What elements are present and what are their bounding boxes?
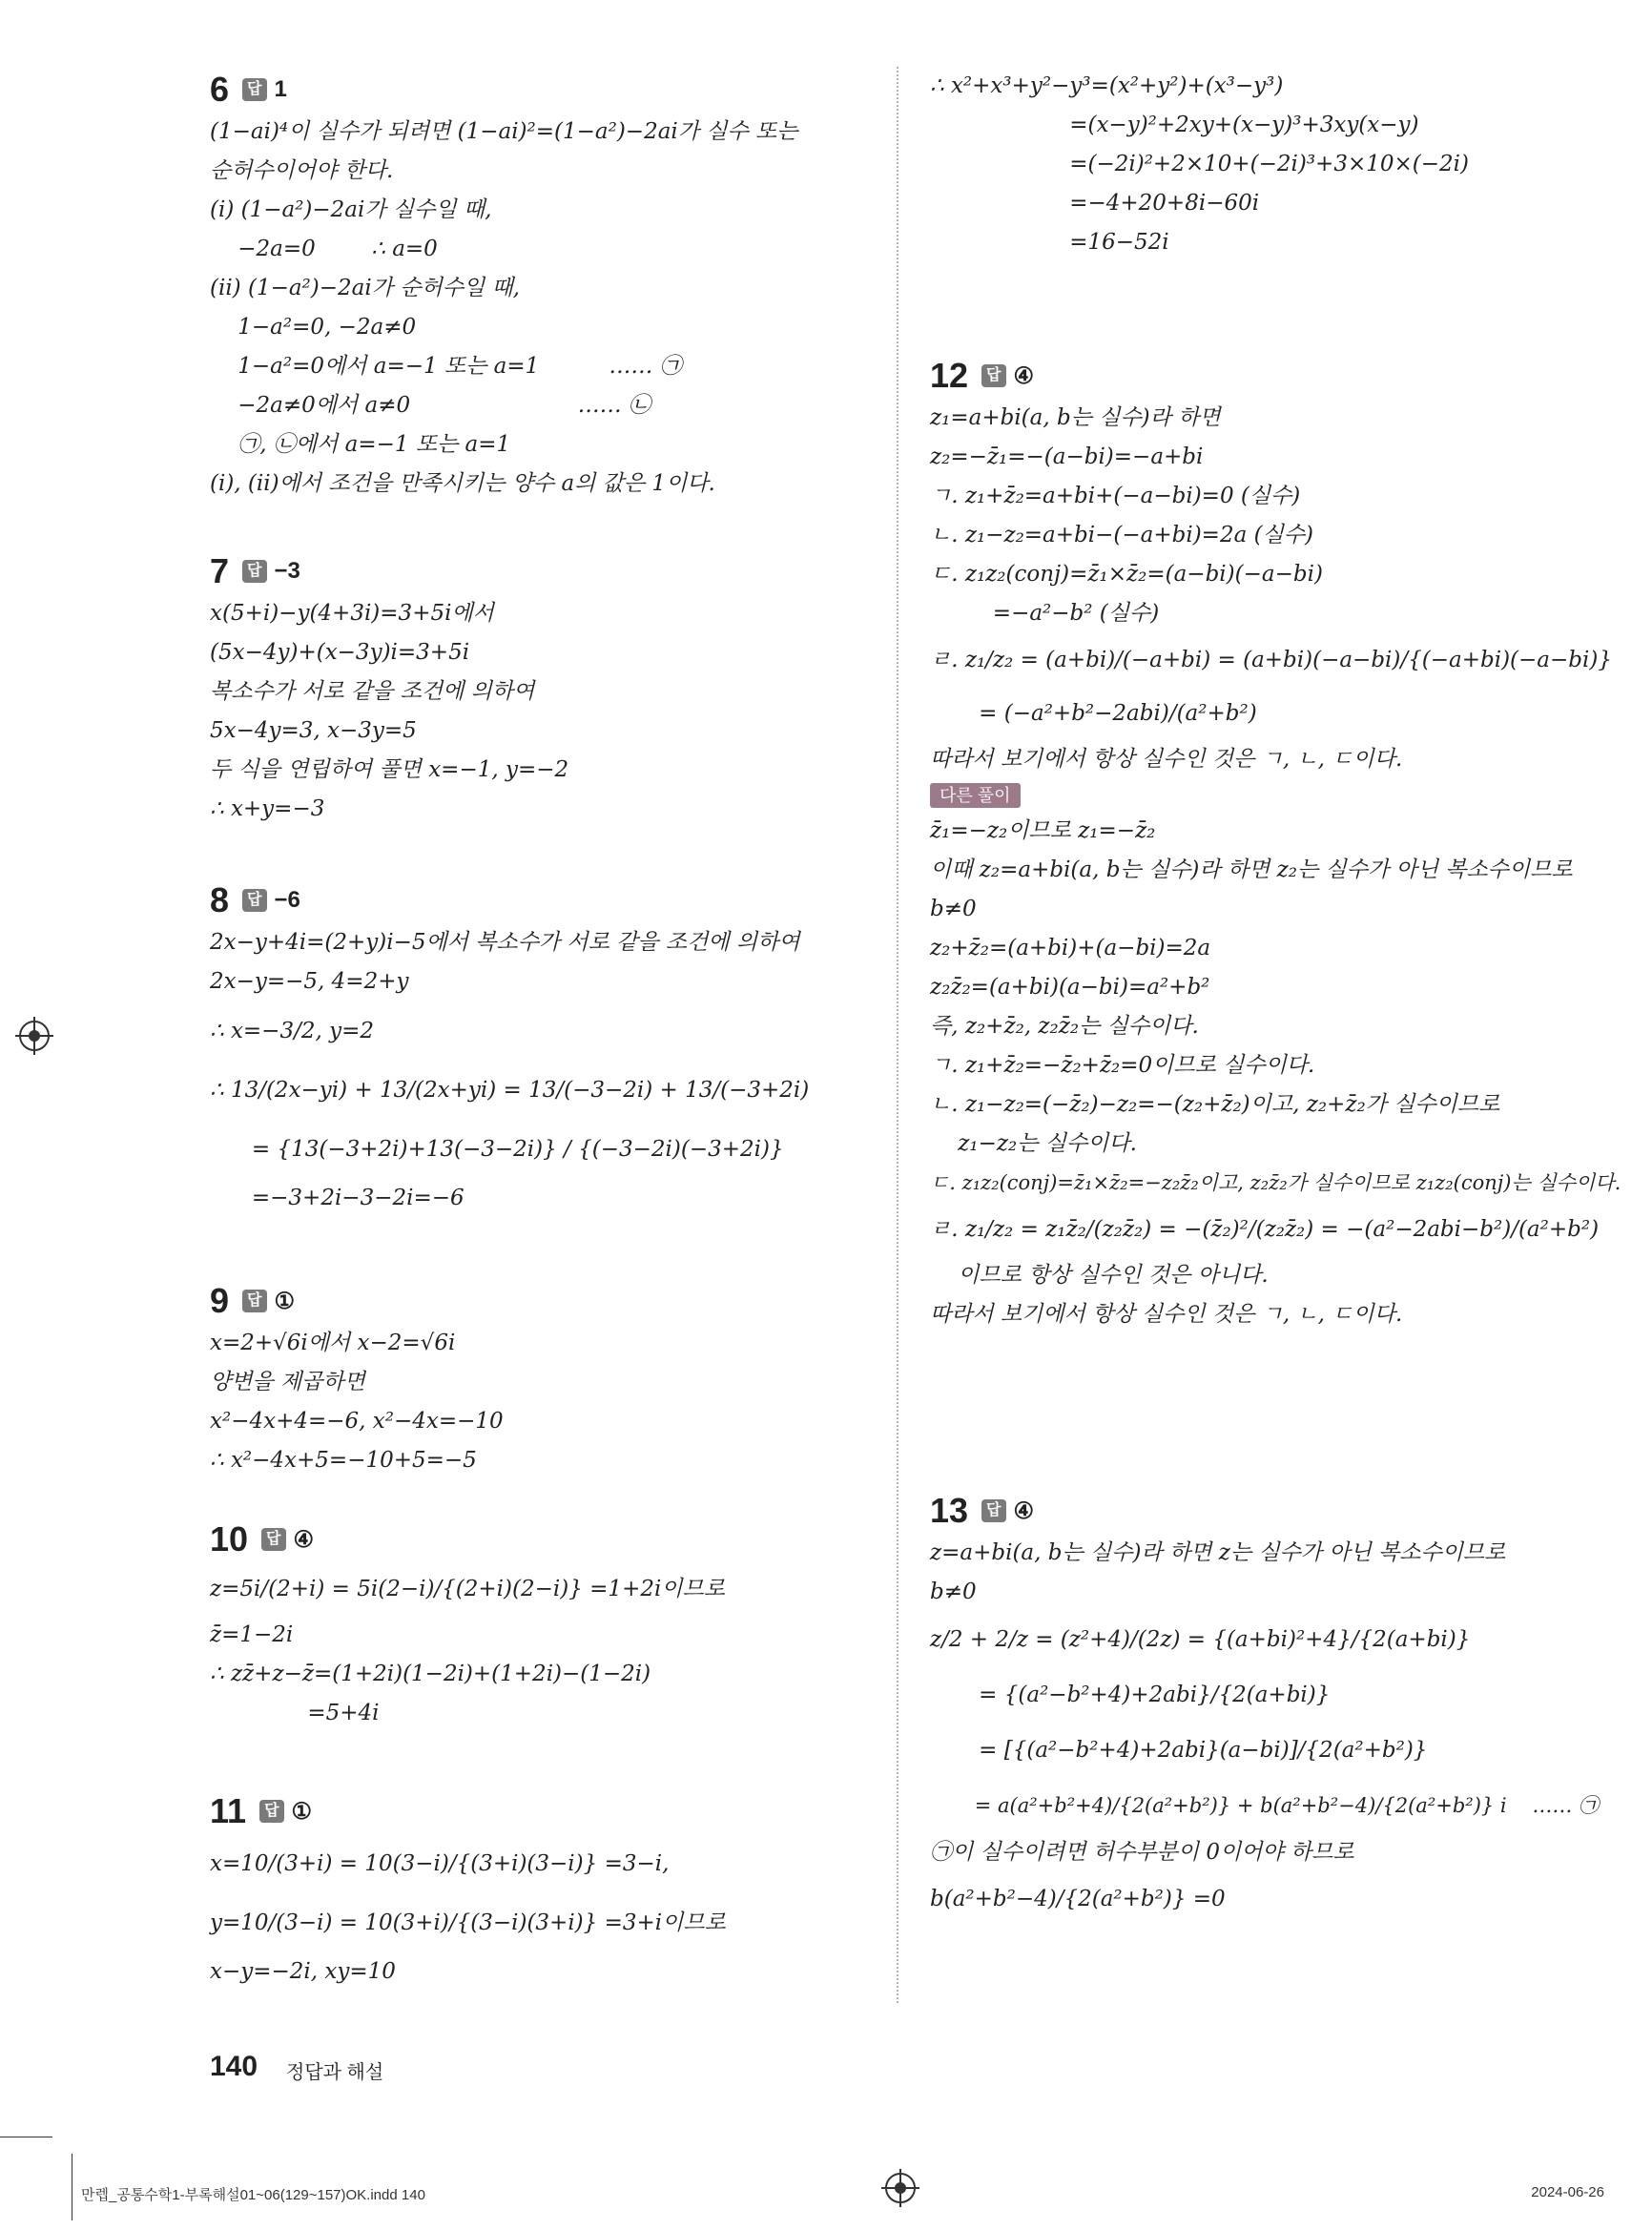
solution-line: (1−ai)⁴이 실수가 되려면 (1−ai)²=(1−a²)−2ai가 실수 또는 — [210, 119, 798, 144]
answer-badge: 답 — [261, 1528, 285, 1551]
print-date: 2024-06-26 — [1531, 2184, 1604, 2200]
problem-number: 10 — [210, 1519, 249, 1559]
problem-number: 8 — [210, 880, 230, 919]
solution-line: x²−4x+4=−6, x²−4x=−10 — [210, 1409, 504, 1434]
solution-line: ㄱ. z₁+z̄₂=−z̄₂+z̄₂=0이므로 실수이다. — [930, 1053, 1315, 1078]
solution-line: x−y=−2i, xy=10 — [210, 1959, 396, 1984]
solution-line: b≠0 — [930, 897, 977, 921]
solution-line: = (−a²+b²−2abi)/(a²+b²) — [930, 701, 1257, 726]
answer-value: ① — [291, 1798, 313, 1825]
solution-line: =−4+20+8i−60i — [930, 191, 1260, 216]
answer-value: ④ — [293, 1526, 315, 1553]
page-footer-title: 정답과 해설 — [286, 2062, 384, 2083]
solution-line: ∴ x+y=−3 — [210, 796, 325, 821]
solution-line: z₁−z₂는 실수이다. — [930, 1131, 1137, 1156]
answer-badge: 답 — [259, 1800, 283, 1823]
solution-line: ㉠, ㉡에서 a=−1 또는 a=1 — [210, 432, 511, 457]
solution-line: = a(a²+b²+4)/{2(a²+b²)} + b(a²+b²−4)/{2(a²+b²)} i …… ㉠ — [930, 1794, 1600, 1817]
problem-7 — [210, 548, 568, 829]
registration-mark-icon — [19, 1021, 50, 1051]
solution-line: ∴ x=−3/2, y=2 — [210, 1019, 374, 1043]
solution-line: z₂z̄₂=(a+bi)(a−bi)=a²+b² — [930, 975, 1210, 1000]
problem-number: 11 — [210, 1791, 247, 1830]
solution-line: x=10/(3+i) = 10(3−i)/{(3+i)(3−i)} =3−i, — [210, 1851, 670, 1876]
solution-line: −2a≠0에서 a≠0 …… ㉡ — [210, 393, 650, 418]
solution-line: ㄴ. z₁−z₂=a+bi−(−a+bi)=2a (실수) — [930, 523, 1313, 547]
problem-9 — [210, 1278, 504, 1480]
solution-line: 두 식을 연립하여 풀면 x=−1, y=−2 — [210, 757, 569, 782]
solution-line: b(a²+b²−4)/{2(a²+b²)} =0 — [930, 1887, 1226, 1911]
solution-line: ㉠이 실수이려면 허수부분이 0이어야 하므로 — [930, 1840, 1354, 1865]
solution-line: z₂+z̄₂=(a+bi)+(a−bi)=2a — [930, 936, 1211, 960]
solution-line: z=5i/(2+i) = 5i(2−i)/{(2+i)(2−i)} =1+2i이므로 — [210, 1577, 725, 1601]
file-slug: 만렙_공통수학1-부록해설01~06(129~157)OK.indd 140 — [81, 2187, 425, 2203]
solution-line: ∴ zz̄+z−z̄=(1+2i)(1−2i)+(1+2i)−(1−2i) — [210, 1662, 651, 1686]
solution-line: =16−52i — [930, 230, 1169, 255]
answer-value: ④ — [1013, 1497, 1035, 1524]
solution-line: x(5+i)−y(4+3i)=3+5i에서 — [210, 601, 494, 626]
solution-line: z/2 + 2/z = (z²+4)/(2z) = {(a+bi)²+4}/{2(a+bi)} — [930, 1627, 1471, 1652]
answer-badge: 답 — [242, 889, 266, 912]
problem-11-continued — [930, 67, 1469, 262]
problem-number: 6 — [210, 70, 230, 109]
solution-line: = {13(−3+2i)+13(−3−2i)} / {(−3−2i)(−3+2i)} — [210, 1137, 784, 1162]
problem-12 — [930, 353, 1621, 1334]
solution-line: x=2+√6i에서 x−2=√6i — [210, 1331, 456, 1355]
solution-line: 복소수가 서로 같을 조건에 의하여 — [210, 679, 535, 704]
problem-number: 13 — [930, 1491, 969, 1530]
answer-value: −6 — [274, 887, 300, 913]
answer-value: ④ — [1013, 362, 1035, 389]
solution-line: =−a²−b² (실수) — [930, 601, 1160, 626]
solution-line: 따라서 보기에서 항상 실수인 것은 ㄱ, ㄴ, ㄷ이다. — [930, 1302, 1403, 1327]
answer-value: 1 — [274, 76, 287, 102]
solution-line: 이므로 항상 실수인 것은 아니다. — [930, 1263, 1269, 1288]
solution-line: z̄₁=−z₂이므로 z₁=−z̄₂ — [930, 818, 1156, 843]
solution-line: = [{(a²−b²+4)+2abi}(a−bi)]/{2(a²+b²)} — [930, 1738, 1428, 1763]
solution-line: 1−a²=0에서 a=−1 또는 a=1 …… ㉠ — [210, 354, 682, 379]
solution-line: ∴ 13/(2x−yi) + 13/(2x+yi) = 13/(−3−2i) + 13/(−3+2i) — [210, 1078, 810, 1103]
answer-value: −3 — [274, 558, 300, 584]
page-number: 140 — [210, 2051, 258, 2082]
solution-line: ㄱ. z₁+z̄₂=a+bi+(−a−bi)=0 (실수) — [930, 484, 1301, 508]
answer-badge: 답 — [242, 1290, 266, 1312]
answer-value: ① — [274, 1288, 296, 1314]
problem-13 — [930, 1488, 1599, 1926]
solution-line: =(x−y)²+2xy+(x−y)³+3xy(x−y) — [930, 113, 1419, 137]
solution-line: ㄴ. z₁−z₂=(−z̄₂)−z₂=−(z₂+z̄₂)이고, z₂+z̄₂가 실수이므로 — [930, 1092, 1500, 1117]
solution-line: 순허수이어야 한다. — [210, 158, 394, 183]
registration-mark-icon — [885, 2173, 916, 2203]
answer-badge: 답 — [981, 364, 1005, 387]
solution-line: = {(a²−b²+4)+2abi}/{2(a+bi)} — [930, 1683, 1331, 1707]
solution-line: (i), (ii)에서 조건을 만족시키는 양수 a의 값은 1이다. — [210, 471, 715, 496]
solution-line: −2a=0 ∴ a=0 — [210, 237, 438, 261]
solution-line: z̄=1−2i — [210, 1622, 294, 1647]
solution-line: ㄹ. z₁/z₂ = (a+bi)/(−a+bi) = (a+bi)(−a−bi)/{(−a+bi)(−a−bi)} — [930, 648, 1612, 672]
solution-line: 2x−y=−5, 4=2+y — [210, 969, 409, 994]
solution-line: y=10/(3−i) = 10(3+i)/{(3−i)(3+i)} =3+i이므로 — [210, 1910, 726, 1935]
solution-line: 2x−y+4i=(2+y)i−5에서 복소수가 서로 같을 조건에 의하여 — [210, 930, 800, 955]
solution-line: ㄷ. z₁z₂(conj)=z̄₁×z̄₂=(a−bi)(−a−bi) — [930, 562, 1323, 587]
solution-line: 이때 z₂=a+bi(a, b는 실수)라 하면 z₂는 실수가 아닌 복소수이므로 — [930, 857, 1573, 882]
problem-6 — [210, 67, 797, 504]
problem-10 — [210, 1517, 725, 1733]
solution-line: z₂=−z̄₁=−(a−bi)=−a+bi — [930, 444, 1204, 469]
solution-line: (5x−4y)+(x−3y)i=3+5i — [210, 640, 470, 665]
solution-line: (ii) (1−a²)−2ai가 순허수일 때, — [210, 276, 520, 300]
solution-line: =(−2i)²+2×10+(−2i)³+3×10×(−2i) — [930, 152, 1469, 176]
answer-badge: 답 — [981, 1499, 1005, 1522]
solution-line: z=a+bi(a, b는 실수)라 하면 z는 실수가 아닌 복소수이므로 — [930, 1540, 1506, 1565]
solution-line: 1−a²=0, −2a≠0 — [210, 315, 417, 340]
solution-line: b≠0 — [930, 1580, 977, 1604]
problem-number: 7 — [210, 551, 230, 590]
solution-line: 즉, z₂+z̄₂, z₂z̄₂는 실수이다. — [930, 1014, 1199, 1039]
answer-badge: 답 — [242, 78, 266, 101]
solution-line: z₁=a+bi(a, b는 실수)라 하면 — [930, 405, 1221, 430]
solution-line: (i) (1−a²)−2ai가 실수일 때, — [210, 197, 492, 222]
solution-line: ∴ x²+x³+y²−y³=(x²+y²)+(x³−y³) — [930, 73, 1284, 98]
solution-line: 따라서 보기에서 항상 실수인 것은 ㄱ, ㄴ, ㄷ이다. — [930, 747, 1403, 772]
solution-line: =−3+2i−3−2i=−6 — [210, 1186, 465, 1210]
solution-line: ㄷ. z₁z₂(conj)=z̄₁×z̄₂=−z₂z̄₂이고, z₂z̄₂가 실수이므로 z₁z₂(conj)는 실수이다. — [930, 1171, 1621, 1194]
answer-badge: 답 — [242, 560, 266, 583]
solution-line: =5+4i — [210, 1701, 380, 1725]
problem-number: 12 — [930, 356, 969, 395]
solution-line: ㄹ. z₁/z₂ = z₁z̄₂/(z₂z̄₂) = −(z̄₂)²/(z₂z̄₂) = −(a²−2abi−b²)/(a²+b²) — [930, 1217, 1600, 1242]
solution-line: 5x−4y=3, x−3y=5 — [210, 718, 417, 743]
problem-number: 9 — [210, 1281, 230, 1320]
problem-8 — [210, 878, 809, 1218]
solution-line: ∴ x²−4x+5=−10+5=−5 — [210, 1448, 477, 1473]
column-divider — [897, 67, 898, 2003]
alternative-solution-label: 다른 풀이 — [930, 783, 1021, 808]
problem-11 — [210, 1788, 726, 1992]
solution-line: 양변을 제곱하면 — [210, 1370, 365, 1394]
